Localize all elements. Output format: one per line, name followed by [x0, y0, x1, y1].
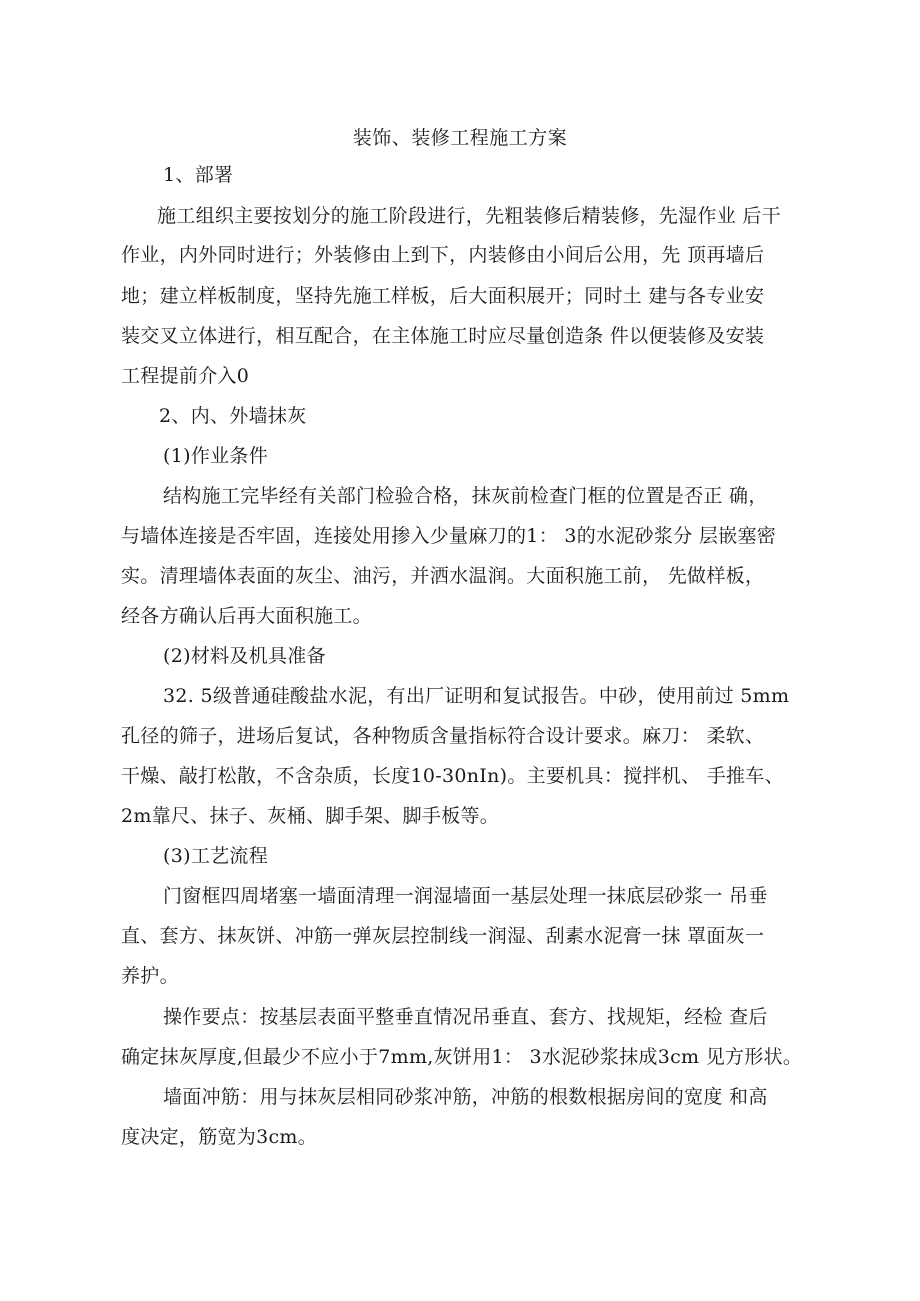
paragraph-line: 与墙体连接是否牢固，连接处用掺入少量麻刀的1： 3的水泥砂浆分 层嵌塞密 — [121, 525, 777, 547]
document-title: 装饰、装修工程施工方案 — [352, 127, 568, 149]
paragraph-line: 实。清理墙体表面的灰尘、油污，并洒水温润。大面积施工前， 先做样板， — [121, 565, 765, 587]
paragraph-line: 经各方确认后再大面积施工。 — [121, 605, 372, 627]
paragraph-line: 地；建立样板制度，坚持先施工样板，后大面积展开；同时土 建与各专业安 — [121, 285, 765, 307]
subsection-heading: (3)工艺流程 — [163, 845, 269, 867]
paragraph-line: 度决定，筋宽为3cm。 — [121, 1126, 318, 1148]
paragraph-line: 门窗框四周堵塞一墙面清理一润湿墙面一基层处理一抹底层砂浆一 吊垂 — [163, 885, 768, 907]
section-heading: 1、部署 — [163, 164, 234, 186]
paragraph-line: 装交叉立体进行，相互配合，在主体施工时应尽量创造条 件以便装修及安装 — [121, 325, 765, 347]
paragraph-line: 干燥、敲打松散，不含杂质，长度10-30nIn)。主要机具：搅拌机、 手推车、 — [121, 765, 784, 787]
paragraph-line: 操作要点：按基层表面平整垂直情况吊垂直、套方、找规矩，经检 查后 — [163, 1006, 768, 1028]
paragraph-line: 2m靠尺、抹子、灰桶、脚手架、脚手板等。 — [121, 805, 500, 827]
paragraph-line: 养护。 — [121, 965, 179, 987]
section-heading: 2、内、外墙抹灰 — [159, 405, 307, 427]
paragraph-line: 墙面冲筋：用与抹灰层相同砂浆冲筋，冲筋的根数根据房间的宽度 和高 — [163, 1086, 768, 1108]
paragraph-line: 结构施工完毕经有关部门检验合格，抹灰前检查门框的位置是否正 确， — [163, 485, 768, 507]
paragraph-line: 32. 5级普通硅酸盐水泥，有出厂证明和复试报告。中砂，使用前过 5mm — [163, 685, 790, 707]
paragraph-line: 作业，内外同时进行；外装修由上到下，内装修由小间后公用，先 顶再墙后 — [121, 244, 765, 266]
subsection-heading: (1)作业条件 — [163, 445, 269, 467]
paragraph-line: 确定抹灰厚度,但最少不应小于7mm,灰饼用1： 3水泥砂浆抹成3cm 见方形状。 — [121, 1046, 803, 1068]
paragraph-line: 工程提前介入0 — [121, 365, 250, 387]
paragraph-line: 施工组织主要按划分的施工阶段进行，先粗装修后精装修，先湿作业 后干 — [157, 205, 781, 227]
paragraph-line: 孔径的筛子，进场后复试，各种物质含量指标符合设计要求。麻刀： 柔软、 — [121, 725, 765, 747]
subsection-heading: (2)材料及机具准备 — [163, 645, 326, 667]
paragraph-line: 直、套方、抹灰饼、冲筋一弹灰层控制线一润湿、刮素水泥膏一抹 罩面灰一 — [121, 925, 765, 947]
